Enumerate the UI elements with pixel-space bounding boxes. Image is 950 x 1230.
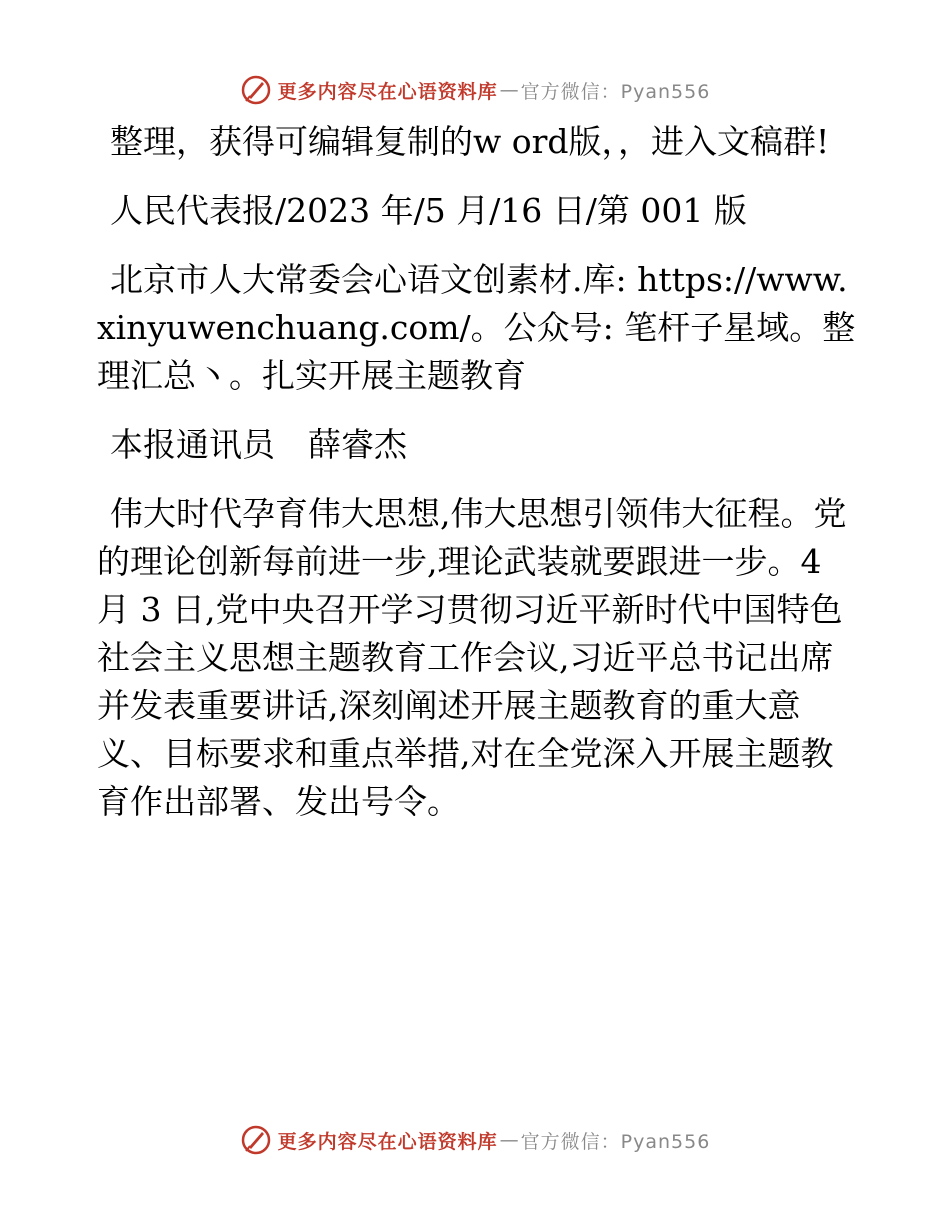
intro-text: 整理，获得可编辑复制的w ord版，，进入文稿群! [110,122,830,161]
attribution-text: 北京市人大常委会心语文创素材.库: https://www.xinyuwenchuang.com/。公众号: 笔杆子星域。整理汇总丶。扎实开展主题教育 [97,260,856,395]
byline-text: 本报通讯员 薛睿杰 [110,425,407,464]
header-site-text: 更多内容尽在心语资料库 [277,80,498,103]
footer-wechat-text: 官方微信：Pyan556 [520,1130,711,1153]
byline [97,421,857,469]
quill-logo-icon [240,74,272,106]
body-text: 伟大时代孕育伟大思想,伟大思想引领伟大征程。党的理论创新每前进一步,理论武装就要跟进一步。4 月 3 日,党中央召开学习贯彻习近平新时代中国特色社会主义思想主题教育工作会议,习近平总书记出席并发表重要讲话,深刻阐述开展主题教育的重大意义、目标要求和重点举措,对在全党深入开展主题教育作出部署、发出号令。 [97,494,847,821]
body-paragraph [97,490,857,826]
footer-site-text: 更多内容尽在心语资料库 [277,1130,498,1153]
source-line [97,187,857,235]
header-wechat-text: 官方微信：Pyan556 [520,80,711,103]
document-content [97,118,857,847]
footer-separator: — [499,1129,519,1151]
header-banner [0,70,950,110]
source-text: 人民代表报/2023 年/5 月/16 日/第 001 版 [110,191,747,230]
attribution-paragraph [97,256,857,400]
header-separator: — [499,79,519,101]
quill-logo-icon [240,1124,272,1156]
footer-banner [0,1120,950,1160]
intro-paragraph [97,118,857,166]
